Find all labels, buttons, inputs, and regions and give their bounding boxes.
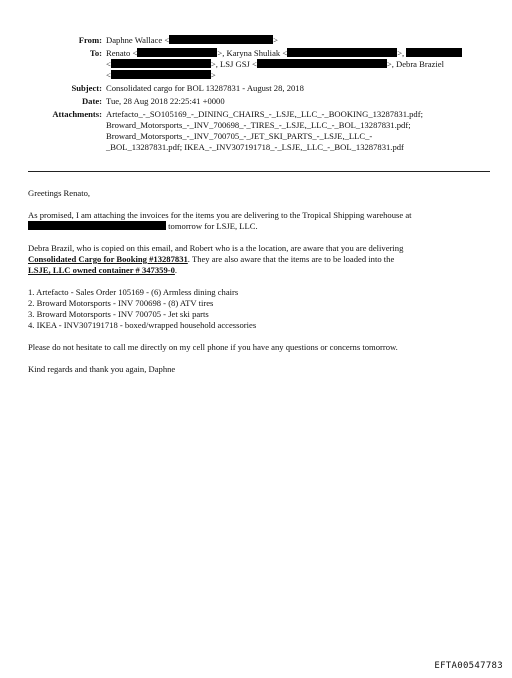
to-recipients: Renato < >, Karyna Shuliak < >, < >, LSJ GSJ < >, Debra Braziel < > — [106, 48, 490, 81]
attachments-list — [106, 109, 490, 153]
redaction-block — [287, 48, 397, 57]
list-item: 4. IKEA - INV307191718 - boxed/wrapped household accessories — [28, 320, 257, 330]
paragraph-delivery: Debra Brazil, who is copied on this email, and Robert who is a the location, are aware that you are delivering Consolidated Cargo for Booking #13287831. They are also aware that the items are to be loaded into the LSJE, LLC owned container # 347359-0. — [28, 243, 404, 275]
attachment-line[interactable]: Artefacto_-_SO105169_-_DINING_CHAIRS_-_LSJE,_LLC_-_BOOKING_13287831.pdf; — [106, 109, 423, 119]
subject-label: Subject: — [71, 83, 102, 93]
attachment-line[interactable]: _BOL_13287831.pdf; IKEA_-_INV307191718_-_LSJE,_LLC_-_BOL_13287831.pdf — [106, 142, 404, 152]
redaction-block — [406, 48, 462, 57]
list-item: 3. Broward Motorsports - INV 700705 - Jet ski parts — [28, 309, 209, 319]
closing: Kind regards and thank you again, Daphne — [28, 364, 176, 374]
date-row — [28, 96, 490, 107]
redaction-block — [137, 48, 217, 57]
redaction-block — [28, 221, 166, 230]
list-item: 2. Broward Motorsports - INV 700698 - (8) ATV tires — [28, 298, 214, 308]
list-item: 1. Artefacto - Sales Order 105169 - (6) Armless dining chairs — [28, 287, 239, 297]
subject-text: Consolidated cargo for BOL 13287831 - August 28, 2018 — [106, 83, 304, 93]
booking-link[interactable]: Consolidated Cargo for Booking #13287831 — [28, 254, 188, 264]
greeting: Greetings Renato, — [28, 188, 91, 198]
from-label: From: — [78, 35, 102, 45]
paragraph-invoices: As promised, I am attaching the invoices for the items you are delivering to the Tropical Shipping warehouse at tomorrow for LSJE, LLC. — [28, 210, 412, 231]
from-name: Daphne Wallace < — [106, 35, 170, 45]
email-headers — [28, 35, 490, 153]
redaction-block — [169, 35, 273, 44]
to-row — [28, 48, 490, 81]
paragraph-contact: Please do not hesitate to call me directly on my cell phone if you have any questions or concerns tomorrow. — [28, 342, 398, 352]
email-body — [28, 188, 490, 375]
to-label: To: — [89, 48, 102, 58]
attachments-row — [28, 109, 490, 153]
attachment-line[interactable]: Broward_Motorsports_-_INV_700698_-_TIRES_-_LSJE,_LLC_-_BOL_13287831.pdf; — [106, 120, 411, 130]
date-label: Date: — [81, 96, 102, 106]
date-text: Tue, 28 Aug 2018 22:25:41 +0000 — [106, 96, 225, 106]
from-row: From: Daphne Wallace < > — [28, 35, 490, 46]
redaction-block — [111, 59, 211, 68]
container-link[interactable]: LSJE, LLC owned container # 347359-0 — [28, 265, 175, 275]
header-divider — [28, 171, 490, 172]
items-list — [28, 287, 490, 331]
document-id: EFTA00547783 — [434, 661, 503, 671]
redaction-block — [257, 59, 387, 68]
redaction-block — [111, 70, 211, 79]
attachment-line[interactable]: Broward_Motorsports_-_INV_700705_-_JET_SKI_PARTS_-_LSJE,_LLC_- — [106, 131, 373, 141]
subject-row — [28, 83, 490, 94]
attachments-label: Attachments: — [52, 109, 102, 119]
